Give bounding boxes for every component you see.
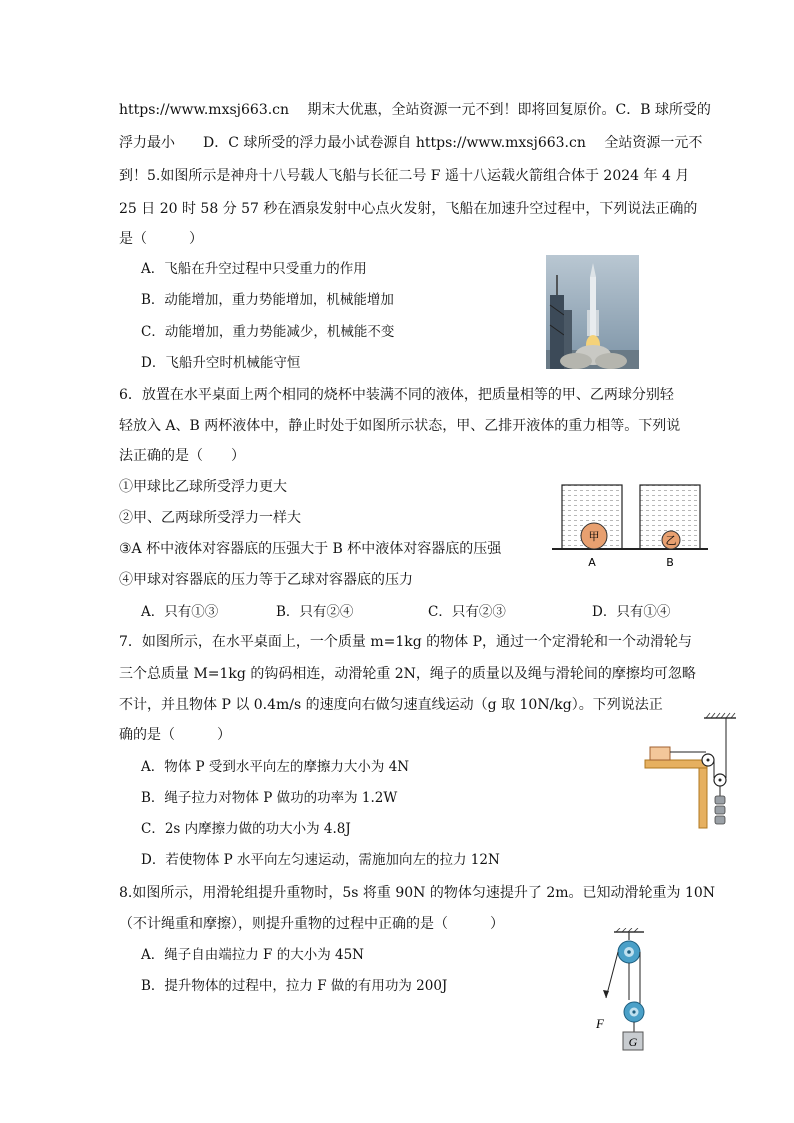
table-pulley-figure bbox=[640, 712, 740, 832]
pulley-block-figure bbox=[592, 928, 662, 1052]
force-label: F bbox=[596, 1016, 604, 1031]
intro-line-3: 到！5.如图所示是神舟十八号载人飞船与长征二号 F 遥十八运载火箭组合体于 2024 年 4 月 bbox=[119, 168, 690, 184]
q7-stem-line-1: 7．如图所示，在水平桌面上，一个质量 m=1kg 的物体 P，通过一个定滑轮和一个动滑轮与 bbox=[119, 634, 693, 650]
q5-option-c: C．动能增加，重力势能减少，机械能不变 bbox=[141, 324, 395, 340]
intro-line-5: 是（ ） bbox=[119, 231, 203, 247]
q6-stem-line-2: 轻放入 A、B 两杯液体中，静止时处于如图所示状态，甲、乙排开液体的重力相等。下列说 bbox=[119, 418, 681, 434]
q5-option-a: A．飞船在升空过程中只受重力的作用 bbox=[141, 261, 367, 277]
q7-option-d: D．若使物体 P 水平向左匀速运动，需施加向左的拉力 12N bbox=[141, 852, 500, 868]
q8-stem-line-1: 8.如图所示，用滑轮组提升重物时，5s 将重 90N 的物体匀速提升了 2m。已知动滑轮重为 10N bbox=[119, 885, 716, 901]
block-p bbox=[650, 747, 670, 760]
q8-stem-line-2: （不计绳重和摩擦），则提升重物的过程中正确的是（ ） bbox=[119, 916, 504, 932]
intro-line-4: 25 日 20 时 58 分 57 秒在酒泉发射中心点火发射，飞船在加速升空过程中，下列说法正确的 bbox=[119, 201, 698, 217]
q7-option-c: C．2s 内摩擦力做的功大小为 4.8J bbox=[141, 821, 351, 837]
q5-option-b: B．动能增加，重力势能增加，机械能增加 bbox=[141, 292, 394, 308]
q6-statement-2: ②甲、乙两球所受浮力一样大 bbox=[119, 510, 301, 526]
q6-option-c: C．只有②③ bbox=[428, 604, 506, 620]
q5-option-d: D．飞船升空时机械能守恒 bbox=[141, 355, 301, 371]
q7-stem-line-3: 不计，并且物体 P 以 0.4m/s 的速度向右做匀速直线运动（g 取 10N/kg）。下列说法正 bbox=[119, 697, 663, 713]
beakers-figure bbox=[550, 483, 710, 569]
weight-label: G bbox=[628, 1035, 638, 1049]
q8-option-a: A．绳子自由端拉力 F 的大小为 45N bbox=[141, 947, 364, 963]
q7-stem-line-4: 确的是（ ） bbox=[119, 727, 231, 743]
q6-stem-line-1: 6．放置在水平桌面上两个相同的烧杯中装满不同的液体，把质量相等的甲、乙两球分别轻 bbox=[119, 387, 674, 403]
intro-line-2: 浮力最小 D．C 球所受的浮力最小试卷源自 https://www.mxsj663.cn 全站资源一元不 bbox=[119, 135, 703, 151]
rocket-launch-photo bbox=[546, 255, 639, 369]
q6-statement-4: ④甲球对容器底的压力等于乙球对容器底的压力 bbox=[119, 572, 413, 588]
q7-stem-line-2: 三个总质量 M=1kg 的钩码相连，动滑轮重 2N，绳子的质量以及绳与滑轮间的摩擦均可忽略 bbox=[119, 666, 696, 682]
q6-statement-1: ①甲球比乙球所受浮力更大 bbox=[119, 479, 287, 495]
ball-jia-label: 甲 bbox=[588, 530, 600, 543]
q8-option-b: B．提升物体的过程中，拉力 F 做的有用功为 200J bbox=[141, 978, 448, 994]
q7-option-b: B．绳子拉力对物体 P 做功的功率为 1.2W bbox=[141, 790, 398, 806]
cup-b-label: B bbox=[666, 556, 674, 569]
ball-yi-label: 乙 bbox=[665, 534, 677, 547]
intro-line-1: https://www.mxsj663.cn 期末大优惠，全站资源一元不到！即将回复原价。C．B 球所受的 bbox=[119, 102, 711, 118]
q6-option-d: D．只有①④ bbox=[592, 604, 671, 620]
q7-option-a: A．物体 P 受到水平向左的摩擦力大小为 4N bbox=[141, 759, 410, 775]
q6-stem-line-3: 法正确的是（ ） bbox=[119, 448, 245, 464]
q6-option-a: A．只有①③ bbox=[141, 604, 219, 620]
q6-statement-3: ③A 杯中液体对容器底的压强大于 B 杯中液体对容器底的压强 bbox=[119, 541, 502, 557]
cup-a-label: A bbox=[588, 556, 596, 569]
q6-option-b: B．只有②④ bbox=[276, 604, 354, 620]
